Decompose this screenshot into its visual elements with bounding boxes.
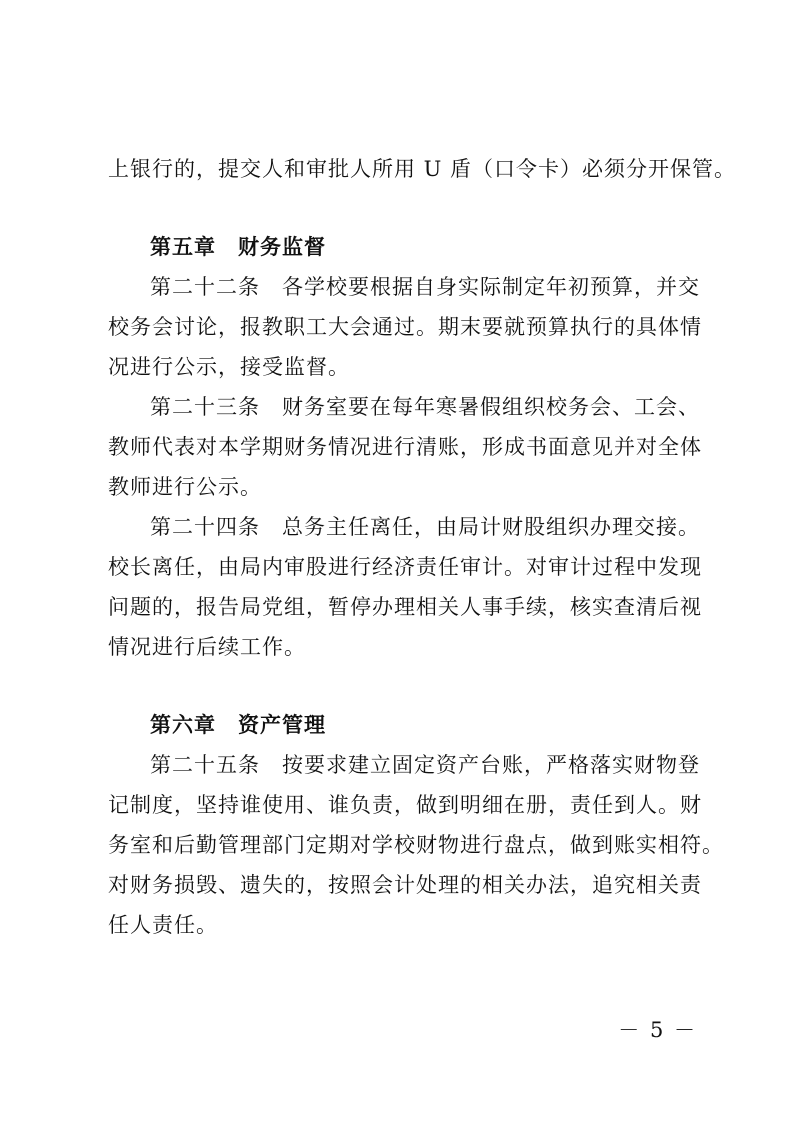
chapter-6-title: 第六章 资产管理 (150, 713, 326, 737)
article-25-line-3: 务室和后勤管理部门定期对学校财物进行盘点，做到账实相符。 (108, 833, 724, 857)
article-23-line-2: 教师代表对本学期财务情况进行清账，形成书面意见并对全体 (108, 435, 702, 459)
continuation-line: 上银行的，提交人和审批人所用 U 盾（口令卡）必须分开保管。 (108, 157, 737, 181)
article-25-line-2: 记制度，坚持谁使用、谁负责，做到明细在册，责任到人。财 (108, 793, 702, 817)
article-23-line-1: 第二十三条 财务室要在每年寒暑假组织校务会、工会、 (150, 395, 700, 419)
article-25-line-4: 对财务损毁、遗失的，按照会计处理的相关办法，追究相关责 (108, 873, 702, 897)
article-23-line-3: 教师进行公示。 (108, 475, 262, 499)
chapter-5-title: 第五章 财务监督 (150, 235, 326, 259)
article-22-line-1: 第二十二条 各学校要根据自身实际制定年初预算，并交 (150, 275, 700, 299)
article-24-line-1: 第二十四条 总务主任离任，由局计财股组织办理交接。 (150, 515, 700, 539)
article-24-line-3: 问题的，报告局党组，暂停办理相关人事手续，核实查清后视 (108, 595, 702, 619)
article-25-line-1: 第二十五条 按要求建立固定资产台账，严格落实财物登 (150, 753, 700, 777)
article-24-line-4: 情况进行后续工作。 (108, 635, 306, 659)
article-22-line-2: 校务会讨论，报教职工大会通过。期末要就预算执行的具体情 (108, 315, 702, 339)
article-24-line-2: 校长离任，由局内审股进行经济责任审计。对审计过程中发现 (108, 555, 702, 579)
page-number: － 5 － (618, 1018, 697, 1042)
article-25-line-5: 任人责任。 (108, 913, 218, 937)
article-22-line-3: 况进行公示，接受监督。 (108, 355, 350, 379)
